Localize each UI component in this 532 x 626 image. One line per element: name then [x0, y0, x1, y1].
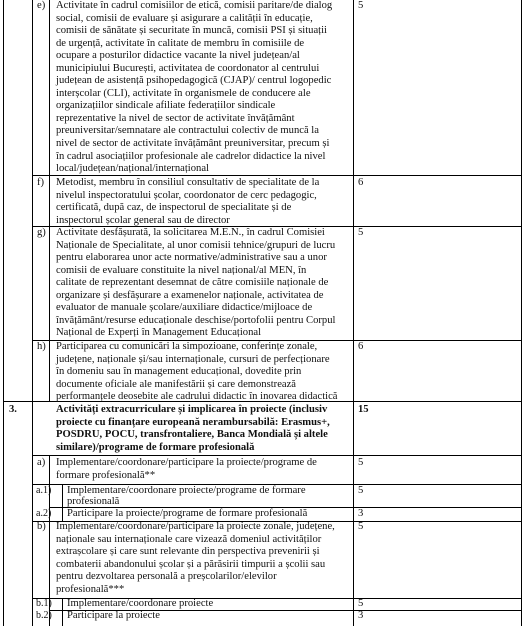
row-letter: a)	[37, 457, 46, 468]
section-number: 3.	[9, 404, 17, 415]
row-description: Implementare/coordonare/participare la proiecte zonale, județene, naționale sau internaționale care vizează domeniul activităților extrașcolare și care sunt relevante din perspectiva prevenirii și combaterii abandonului școlar și a părăsirii timpurii a școlii sau pentru dezvoltarea personală a preșcolarilor/elevilor profesională***	[56, 521, 335, 595]
section-title: Activități extracurriculare și implicarea în proiecte (inclusiv proiecte cu finanțare europeană nerambursabilă: Erasmus+, POSDRU, POCU, transfrontaliere, Banca Mondială și altele similare)/programe de formare profesională	[56, 404, 330, 453]
row-points: 3	[358, 508, 364, 519]
subletter-column-divider	[62, 598, 63, 626]
row-description: Activitate desfășurată, la solicitarea M.E.N., în cadrul Comisiei Naționale de Specialitate, al unor comisii tehnice/grupuri de lucru pentru elaborarea unor acte normative/administrative sau a unor comisii de evaluare constituite la nivel național/al MEN, în calitate de reprezentant desemnat de către comisiile naționale de organizare și desfășurare a examenelor naționale, activitatea de evaluator de manuale școlare/auxiliare didactice/mijloace de învățământ/resurse educaționale deschise/portofolii pentru Corpul Național de Experți în Management Educațional	[56, 227, 336, 339]
row-letter: g)	[37, 227, 46, 238]
row-points: 5	[358, 457, 364, 468]
row-description: Participare la proiecte	[67, 610, 160, 621]
row-description: Activitate în cadrul comisiilor de etică, comisii paritare/de dialog social, comisii de evaluare și asigurare a calității în educație, comisii de sănătate și securitate în muncă, comisii PSI și situații de urgență, activitate în calitate de membru în comisiile de ocupare a posturilor didactice vacante la nivel județean/al municipiului București, activitatea de coordonator al centrului județean de asistență psihopedagogică (CJAP)/ centrul logopedic interșcolar (CLI), activitate în organismele de conducere ale organizațiilor sindicale afiliate federațiilor sindicale reprezentative la nivel de sector de activitate învățământ preuniversitar/semnatare ale contractului colectiv de muncă la nivel de sector de activitate învățământ preuniversitar, precum și în cadrul asociațiilor profesionale ale cadrelor didactice la nivel local/județean/național/internațional	[56, 0, 333, 175]
table-border-right	[521, 0, 522, 626]
row-points: 6	[358, 341, 364, 352]
number-column-divider	[32, 0, 33, 626]
row-points: 5	[358, 598, 364, 609]
table-border-left	[3, 0, 4, 626]
row-letter: b.1)	[36, 598, 52, 609]
row-description: Implementare/coordonare/participare la proiecte/programe de formare profesională**	[56, 457, 317, 481]
row-divider	[32, 455, 522, 456]
row-description: Implementare/coordonare proiecte	[67, 598, 214, 609]
row-description: Participarea cu comunicări la simpozioane, conferințe zonale, județene, naționale și/sau internaționale, cursuri de perfecționare în domeniu sau în management educațional, dovedite prin documente oficiale ale manifestării și care demonstrează performanțele deosebite ale cadrului didactic în inovarea didactică	[56, 341, 338, 403]
row-points: 5	[358, 521, 364, 532]
points-column-divider	[353, 0, 354, 626]
row-description: Metodist, membru în consiliul consultativ de specialitate de la nivelul inspectoratului școlar, coordonator de cerc pedagogic, certificată, după caz, de inspectorul de specialitate și de inspectorul școlar general sau de director	[56, 177, 320, 226]
row-letter: e)	[37, 0, 46, 11]
row-letter: b.2)	[36, 610, 52, 621]
row-points: 5	[358, 227, 364, 238]
subletter-column-divider	[62, 484, 63, 521]
row-points: 3	[358, 610, 364, 621]
row-description: Participare la proiecte/programe de formare profesională	[67, 508, 308, 519]
row-points: 5	[358, 0, 364, 11]
row-points: 5	[358, 485, 364, 496]
row-points: 6	[358, 177, 364, 188]
row-letter: b)	[37, 521, 46, 532]
row-letter: f)	[37, 177, 45, 188]
row-letter: h)	[37, 341, 46, 352]
section-points: 15	[358, 404, 369, 415]
row-description: Implementare/coordonare proiecte/programe de formare profesională	[67, 485, 306, 507]
row-letter: a.1)	[36, 485, 52, 496]
row-letter: a.2)	[36, 508, 52, 519]
